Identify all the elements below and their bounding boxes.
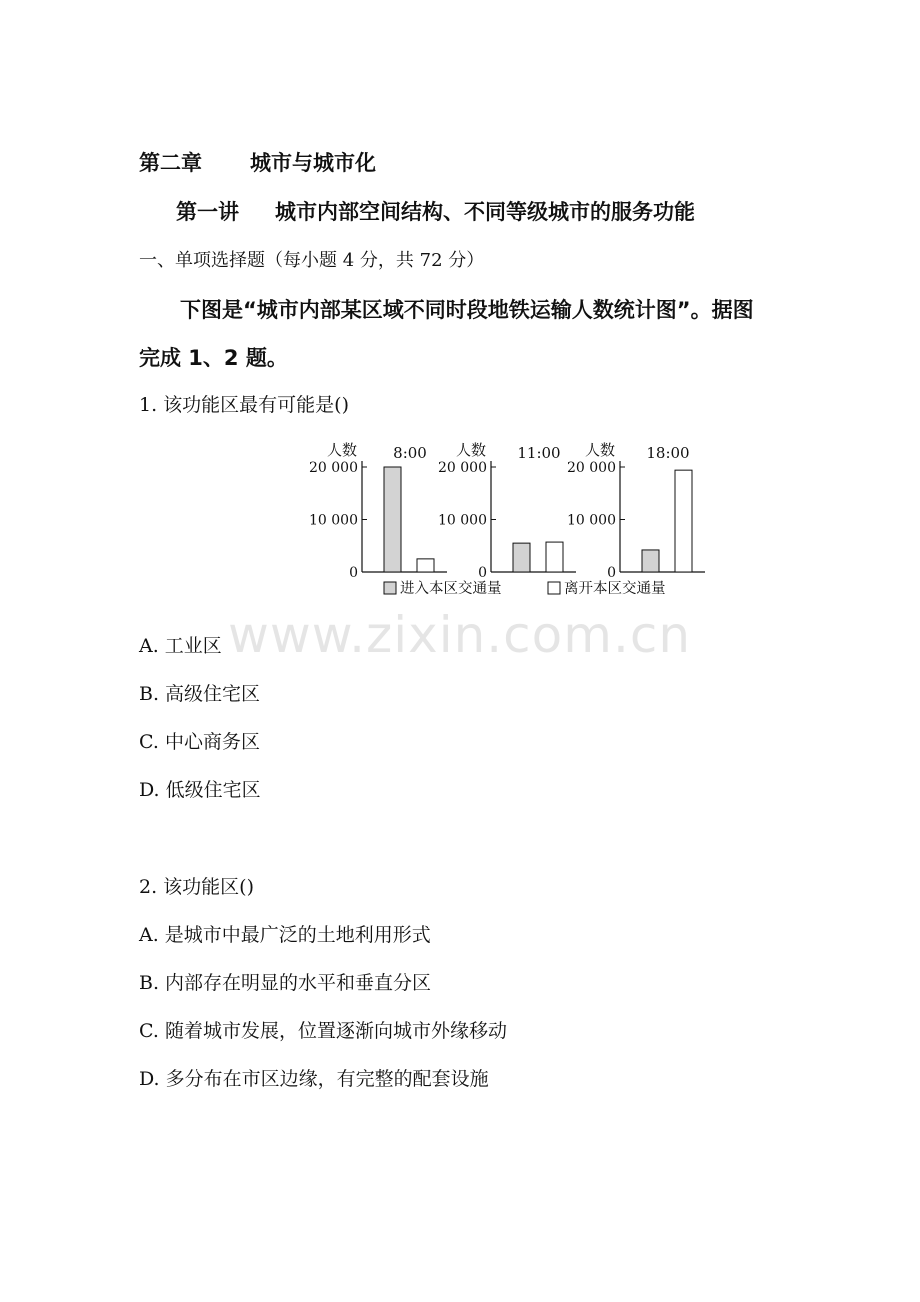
section-heading: 一、单项选择题（每小题 4 分，共 72 分） [139,250,485,271]
bar-leave [546,542,563,572]
bar-enter [513,543,530,572]
q2-option-c[interactable]: C. 随着城市发展，位置逐渐向城市外缘移动 [139,1020,507,1042]
legend-label-1: 进入本区交通量 [400,581,502,597]
traffic-chart [300,432,720,610]
y-tick-label: 0 [478,565,487,581]
bar-leave [675,470,692,572]
intro-line-1: 下图是“城市内部某区域不同时段地铁运输人数统计图”。据图 [180,298,754,322]
y-tick-label: 10 000 [309,512,358,529]
y-tick-label: 20 000 [309,460,358,476]
y-tick-label: 20 000 [567,460,616,476]
q1-option-c[interactable]: C. 中心商务区 [139,731,260,753]
panel-title: 11:00 [517,444,561,462]
q2-option-b[interactable]: B. 内部存在明显的水平和垂直分区 [139,972,432,994]
lecture-title: 城市内部空间结构、不同等级城市的服务功能 [275,200,695,224]
panel-title: 8:00 [393,444,427,462]
legend-swatch-2 [548,582,560,594]
y-tick-label: 20 000 [438,460,487,476]
q2-option-a[interactable]: A. 是城市中最广泛的土地利用形式 [139,924,431,946]
lecture-heading [176,196,695,226]
legend-label-2: 离开本区交通量 [564,581,666,597]
y-tick-label: 0 [349,565,358,581]
y-axis-label: 人数 [584,441,616,459]
y-axis-label: 人数 [455,441,487,459]
bar-enter [642,550,659,572]
q1-option-d[interactable]: D. 低级住宅区 [139,779,261,801]
q1-option-a[interactable]: A. 工业区 [139,635,222,657]
y-axis-label: 人数 [326,441,358,459]
chapter-heading [139,147,376,177]
panel-title: 18:00 [646,444,690,462]
y-tick-label: 10 000 [567,512,616,529]
bar-leave [417,559,434,572]
bar-enter [384,467,401,572]
intro-line-2: 完成 1、2 题。 [139,346,288,370]
chapter-label: 第二章 [139,151,202,175]
y-tick-label: 0 [607,565,616,581]
y-tick-label: 10 000 [438,512,487,529]
legend-swatch-1 [384,582,396,594]
q1-option-b[interactable]: B. 高级住宅区 [139,683,261,705]
question-1-stem: 1. 该功能区最有可能是() [139,394,349,416]
q2-option-d[interactable]: D. 多分布在市区边缘，有完整的配套设施 [139,1068,489,1090]
watermark-text: www.zixin.com.cn [228,606,692,664]
lecture-label: 第一讲 [176,200,239,224]
chapter-title: 城市与城市化 [250,151,376,175]
question-2-stem: 2. 该功能区() [139,876,254,898]
